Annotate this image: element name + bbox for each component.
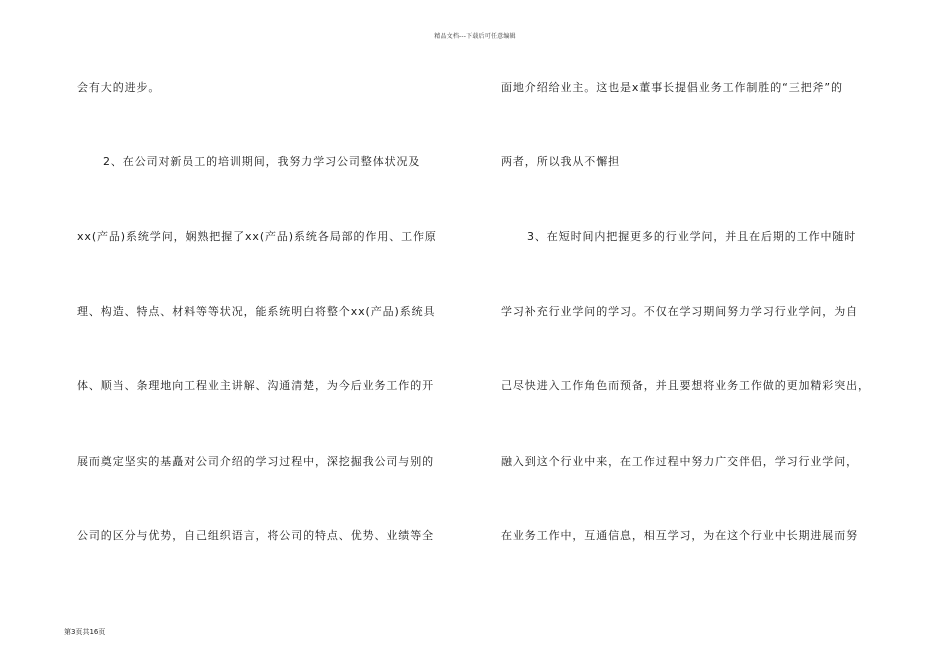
page-number: 第3页共16页: [64, 628, 106, 636]
paragraph-line: 公司的区分与优势，自己组织语言，将公司的特点、优势、业绩等全: [77, 529, 434, 542]
paragraph-line: 2、在公司对新员工的培训期间，我努力学习公司整体状况及: [103, 155, 421, 168]
paragraph-line: 在业务工作中，互通信息，相互学习，为在这个行业中长期进展而努: [501, 529, 858, 542]
paragraph-line: 学习补充行业学问的学习。不仅在学习期间努力学习行业学问，为自: [501, 305, 858, 318]
paragraph-line: 体、顺当、条理地向工程业主讲解、沟通清楚，为今后业务工作的开: [77, 379, 434, 392]
paragraph-line: 融入到这个行业中来，在工作过程中努力广交伴侣，学习行业学问，: [501, 455, 858, 468]
paragraph-line: 己尽快进入工作角色而预备，并且要想将业务工作做的更加精彩突出，: [501, 379, 870, 392]
paragraph-line: 两者，所以我从不懈担: [501, 155, 620, 168]
paragraph-line: 会有大的进步。: [77, 81, 161, 94]
paragraph-line: 面地介绍给业主。这也是x董事长提倡业务工作制胜的“三把斧”的: [501, 81, 843, 94]
paragraph-line: xx(产品)系统学问，娴熟把握了xx(产品)系统各局部的作用、工作原: [77, 230, 437, 243]
paragraph-line: 3、在短时间内把握更多的行业学问，并且在后期的工作中随时: [527, 230, 857, 243]
paragraph-line: 理、构造、特点、材料等等状况，能系统明白将整个xx(产品)系统具: [77, 305, 436, 318]
page-header: 精品文档---下载后可任意编辑: [434, 33, 516, 40]
paragraph-line: 展而奠定坚实的基矗对公司介绍的学习过程中，深挖掘我公司与别的: [77, 455, 434, 468]
